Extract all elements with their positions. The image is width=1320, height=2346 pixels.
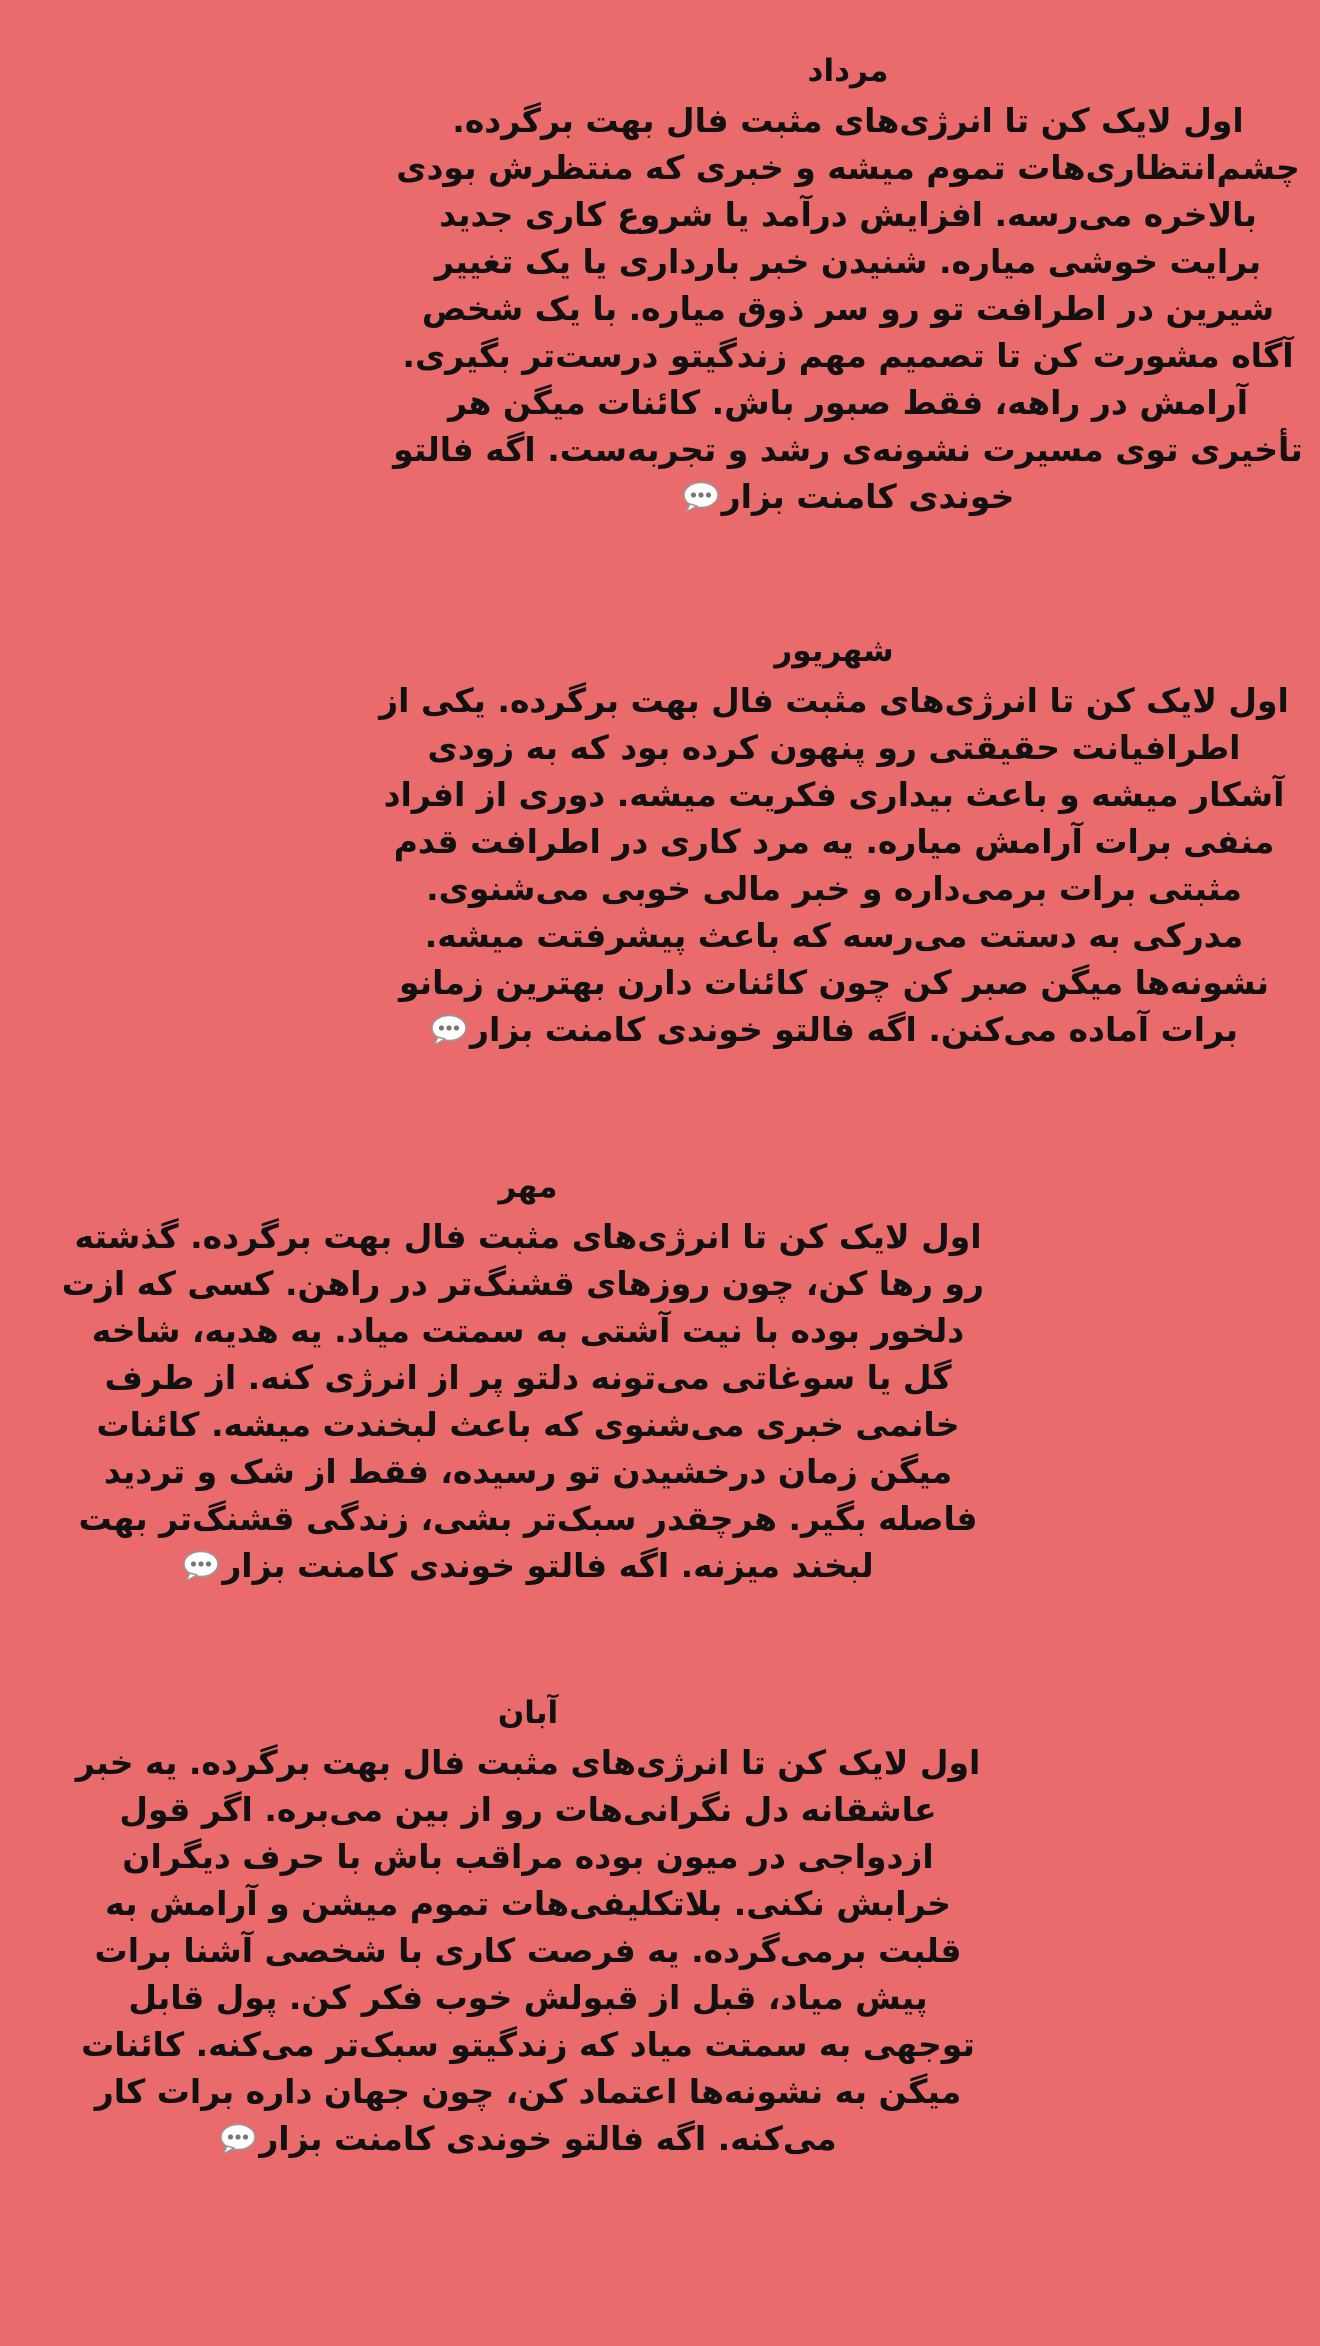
body-line: رو رها کن، چون روزهای قشنگ‌تر در راهن. کسی که ازت <box>61 1264 984 1303</box>
body-line: آرامش در راهه، فقط صبور باش. کائنات میگن هر <box>447 383 1249 422</box>
speech-bubble-icon <box>219 2122 257 2156</box>
horoscope-section-mordad <box>392 48 1304 520</box>
body-line: شیرین در اطرافت تو رو سر ذوق میاره. با یک شخص <box>421 289 1275 328</box>
body-line-text: خوندی کامنت بزار <box>721 477 1015 516</box>
body-line: منفی برات آرامش میاره. یه مرد کاری در اطرافت قدم <box>393 822 1275 861</box>
body-line: نشونه‌ها میگن صبر کن چون کائنات دارن بهترین زمانو <box>398 963 1270 1002</box>
section-title: مرداد <box>807 53 889 89</box>
body-line-text: برات آماده می‌کنن. اگه فالتو خوندی کامنت بزار <box>470 1010 1238 1049</box>
body-line: اول لایک کن تا انرژی‌های مثبت فال بهت برگرده. گذشته <box>74 1217 982 1256</box>
body-line: عاشقانه دل نگرانی‌هات رو از بین می‌بره. اگر قول <box>119 1790 937 1829</box>
speech-bubble-icon <box>682 480 720 514</box>
body-line: توجهی به سمتت میاد که زندگیتو سبک‌تر می‌کنه. کائنات <box>81 2025 975 2064</box>
speech-bubble-icon <box>430 1013 468 1047</box>
body-line: اطرافیانت حقیقتی رو پنهون کرده بود که به زودی <box>427 728 1241 767</box>
speech-bubble-icon <box>182 1549 220 1583</box>
section-body <box>72 1739 984 2162</box>
body-line: مثبتی برات برمی‌داره و خبر مالی خوبی می‌شنوی. <box>426 869 1242 908</box>
horoscope-section-mehr <box>61 1164 984 1589</box>
body-line: میگن زمان درخشیدن تو رسیده، فقط از شک و تردید <box>103 1452 953 1491</box>
body-line: خانمی خبری می‌شنوی که باعث لبخندت میشه. کائنات <box>96 1405 960 1444</box>
body-line: پیش میاد، قبل از قبولش خوب فکر کن. پول قابل <box>128 1978 928 2017</box>
body-line-last <box>378 1006 1290 1053</box>
body-line: اول لایک کن تا انرژی‌های مثبت فال بهت برگرده. یه خبر <box>75 1743 981 1782</box>
section-title: آبان <box>497 1695 559 1731</box>
body-line: اول لایک کن تا انرژی‌های مثبت فال بهت برگرده. <box>452 101 1244 140</box>
body-line-last <box>72 1542 984 1589</box>
section-title: شهریور <box>774 633 894 669</box>
body-line: تأخیری توی مسیرت نشونه‌ی رشد و تجربه‌ست. اگه فالتو <box>393 430 1303 469</box>
body-line: دلخور بوده با نیت آشتی به سمتت میاد. یه هدیه، شاخه <box>91 1311 965 1350</box>
body-line: گل یا سوغاتی می‌تونه دلتو پر از انرژی کنه. از طرف <box>104 1358 952 1397</box>
body-line: بالاخره می‌رسه. افزایش درآمد یا شروع کاری جدید <box>439 195 1257 234</box>
section-title: مهر <box>498 1169 558 1205</box>
section-body <box>61 1213 984 1589</box>
section-body <box>392 97 1304 520</box>
body-line-text: می‌کنه. اگه فالتو خوندی کامنت بزار <box>259 2119 837 2158</box>
body-line: چشم‌انتظاری‌هات تموم میشه و خبری که منتظرش بودی <box>396 148 1300 187</box>
body-line: آگاه مشورت کن تا تصمیم مهم زندگیتو درست‌تر بگیری. <box>402 336 1294 375</box>
body-line: اول لایک کن تا انرژی‌های مثبت فال بهت برگرده. یکی از <box>379 681 1289 720</box>
body-line-last <box>72 2115 984 2162</box>
body-line-last <box>392 473 1304 520</box>
body-line: برایت خوشی میاره. شنیدن خبر بارداری یا یک تغییر <box>434 242 1262 281</box>
body-line: خرابش نکنی. بلاتکلیفی‌هات تموم میشن و آرامش به <box>105 1884 951 1923</box>
body-line: میگن به نشونه‌ها اعتماد کن، چون جهان داره برات کار <box>94 2072 962 2111</box>
body-line-text: لبخند میزنه. اگه فالتو خوندی کامنت بزار <box>222 1546 874 1585</box>
body-line: قلبت برمی‌گرده. یه فرصت کاری با شخصی آشنا برات <box>94 1931 962 1970</box>
body-line: ازدواجی در میون بوده مراقب باش با حرف دیگران <box>122 1837 934 1876</box>
body-line: فاصله بگیر. هرچقدر سبک‌تر بشی، زندگی قشنگ‌تر بهت <box>78 1499 978 1538</box>
horoscope-section-shahrivar <box>378 628 1290 1053</box>
horoscope-section-aban <box>72 1690 984 2162</box>
body-line: مدرکی به دستت می‌رسه که باعث پیشرفتت میشه. <box>424 916 1244 955</box>
body-line: آشکار میشه و باعث بیداری فکریت میشه. دوری از افراد <box>383 775 1285 814</box>
section-body <box>378 677 1290 1053</box>
